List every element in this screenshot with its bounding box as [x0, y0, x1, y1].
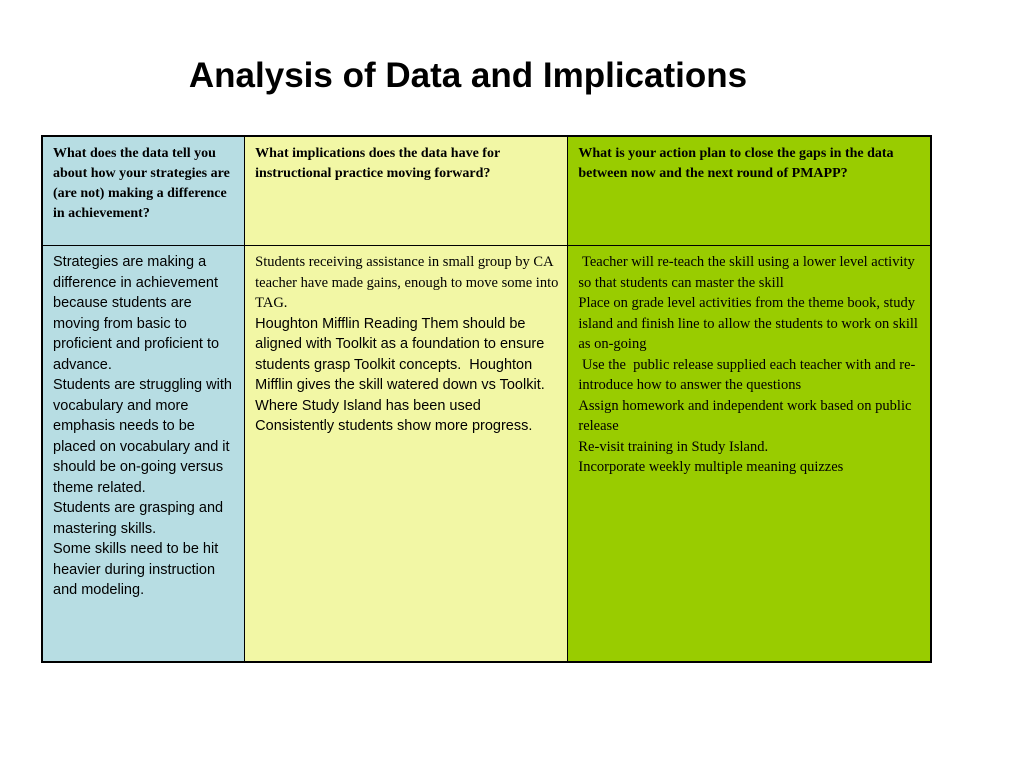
action-plan-line: Incorporate weekly multiple meaning quizzes	[578, 459, 844, 475]
implications-line: Where Study Island has been used Consistently students show more progress.	[255, 397, 533, 434]
table-header-row	[42, 136, 931, 246]
data-tells-line: Students are grasping and mastering skills.	[53, 500, 228, 537]
action-plan-line: Teacher will re-teach the skill using a lower level activity so that students can master the skill	[578, 254, 919, 291]
page-title: Analysis of Data and Implications	[188, 56, 748, 95]
implications-line: Houghton Mifflin Reading Them should be aligned with Toolkit as a foundation to ensure students grasp Toolkit concepts. Houghton Mifflin gives the skill watered down vs Toolkit.	[255, 315, 549, 393]
data-tells-line: Some skills need to be hit heavier during instruction and modeling.	[53, 541, 223, 598]
action-plan-line: Use the public release supplied each teacher with and re-introduce how to answer the questions	[578, 356, 916, 393]
action-plan-line: Assign homework and independent work based on public release	[578, 397, 916, 434]
body-cell-implications	[245, 246, 568, 663]
header-cell-action-plan: What is your action plan to close the gaps in the data between now and the next round of PMAPP?	[568, 136, 931, 246]
action-plan-line: Re-visit training in Study Island.	[578, 438, 769, 455]
data-tells-line: Strategies are making a difference in achievement because students are moving from basic to proficient and proficient to advance.	[53, 254, 224, 373]
body-cell-action-plan	[568, 246, 931, 663]
action-plan-line: Place on grade level activities from the theme book, study island and finish line to allow the students to work on skill as on-going	[578, 295, 922, 352]
table-body-row	[42, 246, 931, 663]
header-cell-implications: What implications does the data have for instructional practice moving forward?	[245, 136, 568, 246]
body-cell-data-tells	[42, 246, 245, 663]
implications-line: Students receiving assistance in small group by CA teacher have made gains, enough to move some into TAG.	[255, 254, 562, 311]
data-tells-line: Students are struggling with vocabulary and more emphasis needs to be placed on vocabulary and it should be on-going versus theme related.	[53, 377, 236, 496]
analysis-table	[41, 135, 932, 663]
header-cell-data-tells: What does the data tell you about how your strategies are (are not) making a difference in achievement?	[42, 136, 245, 246]
